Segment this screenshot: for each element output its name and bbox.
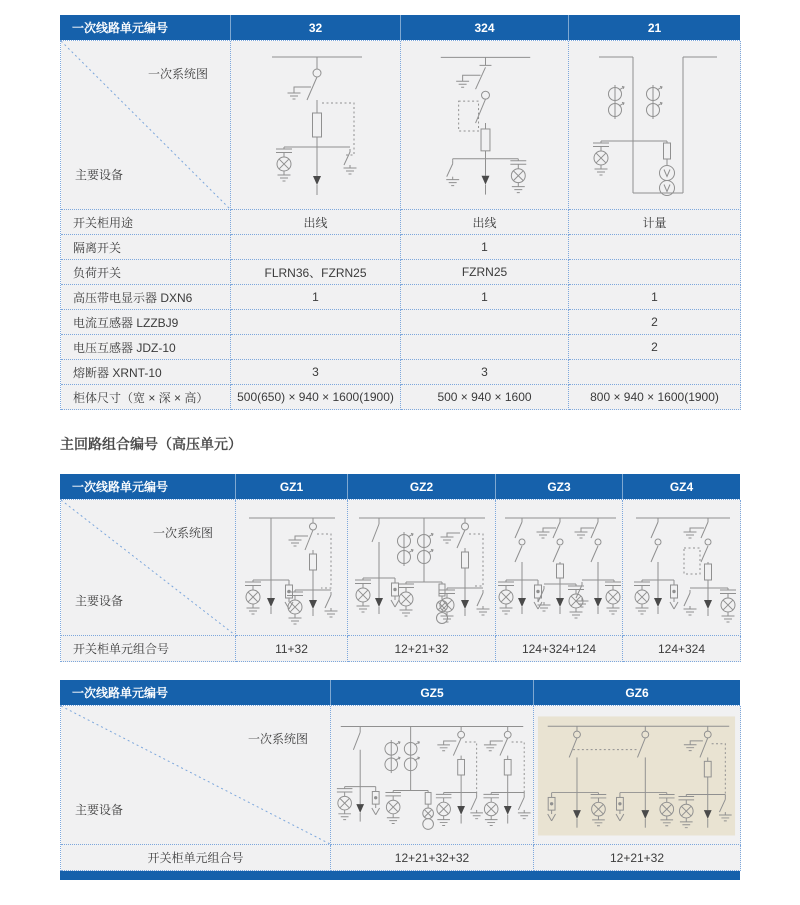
circuit-diagram-gz1 <box>237 502 347 634</box>
table-row <box>61 235 740 260</box>
row-label: 熔断器 XRNT-10 <box>61 360 231 385</box>
diagram-cell-21 <box>569 41 741 210</box>
row-value <box>401 310 569 335</box>
table2-combo-row <box>61 636 740 662</box>
row-value: 计量 <box>569 210 741 235</box>
diagram-row-top-label: 一次系统图 <box>147 67 208 81</box>
table3-col-gz6: GZ6 <box>533 680 740 705</box>
diagram-row-bottom-label: 主要设备 <box>75 803 124 817</box>
diagram-cell-gz6 <box>534 706 741 845</box>
table-row <box>61 285 740 310</box>
row-label: 电压互感器 JDZ-10 <box>61 335 231 360</box>
diagram-cell-gz5 <box>331 706 534 845</box>
row-value: 出线 <box>231 210 401 235</box>
table1-col-324: 324 <box>400 15 568 40</box>
table2-diagram-row <box>61 500 740 636</box>
table3-col-gz5: GZ5 <box>330 680 533 705</box>
diagram-cell-gz3 <box>496 500 623 636</box>
row-label: 电流互感器 LZZBJ9 <box>61 310 231 335</box>
table-row <box>61 335 740 360</box>
row-value: 3 <box>231 360 401 385</box>
combo-row-label: 开关柜单元组合号 <box>61 845 331 871</box>
diagonal-divider <box>61 500 235 635</box>
table2-col-gz3: GZ3 <box>495 474 622 499</box>
table-row <box>61 210 740 235</box>
row-value: 1 <box>569 285 741 310</box>
table2-header-label: 一次线路单元编号 <box>72 480 169 494</box>
diagram-cell-gz4 <box>623 500 741 636</box>
table2-col-gz2: GZ2 <box>347 474 495 499</box>
row-value <box>231 235 401 260</box>
table-row <box>61 385 740 410</box>
diagram-cell-gz2 <box>348 500 496 636</box>
combo-value: 12+21+32 <box>534 845 741 871</box>
circuit-diagram-gz6 <box>536 707 738 843</box>
gz-combo-table-2 <box>60 680 740 880</box>
table1-header-label: 一次线路单元编号 <box>72 21 169 35</box>
diagram-cell-gz1 <box>236 500 348 636</box>
row-value <box>569 360 741 385</box>
circuit-diagram-gz4 <box>624 502 740 634</box>
spacer <box>60 662 740 680</box>
table3-header <box>60 680 740 705</box>
row-value <box>569 235 741 260</box>
diagonal-divider <box>61 706 330 844</box>
table2-col-gz1: GZ1 <box>235 474 347 499</box>
section-title: 主回路组合编号（高压单元） <box>60 436 242 452</box>
table3-header-label: 一次线路单元编号 <box>72 686 169 700</box>
circuit-diagram-324 <box>401 43 568 207</box>
table1-diagonal-header-cell <box>61 41 231 210</box>
row-label: 高压带电显示器 DXN6 <box>61 285 231 310</box>
diagram-row-top-label: 一次系统图 <box>152 526 213 540</box>
page-content <box>60 15 740 880</box>
row-value: 1 <box>231 285 401 310</box>
row-value: FLRN36、FZRN25 <box>231 260 401 285</box>
row-label: 柜体尺寸（宽 × 深 × 高） <box>61 385 231 410</box>
table1-diagram-row <box>61 41 740 210</box>
row-value: 3 <box>401 360 569 385</box>
diagram-cell-32 <box>231 41 401 210</box>
row-value <box>569 260 741 285</box>
circuit-diagram-gz3 <box>497 502 622 634</box>
table2-diagonal-header-cell <box>61 500 236 636</box>
row-value: FZRN25 <box>401 260 569 285</box>
row-value: 500 × 940 × 1600 <box>401 385 569 410</box>
row-value: 800 × 940 × 1600(1900) <box>569 385 741 410</box>
row-value <box>231 310 401 335</box>
row-value: 2 <box>569 310 741 335</box>
row-label: 隔离开关 <box>61 235 231 260</box>
diagram-row-top-label: 一次系统图 <box>247 732 308 746</box>
combo-value: 124+324 <box>623 636 741 662</box>
primary-unit-table <box>60 15 740 410</box>
table3-combo-row <box>61 845 740 871</box>
circuit-diagram-gz5 <box>333 707 531 843</box>
row-value: 500(650) × 940 × 1600(1900) <box>231 385 401 410</box>
diagram-row-bottom-label: 主要设备 <box>75 168 124 182</box>
table-row <box>61 310 740 335</box>
diagram-cell-324 <box>401 41 569 210</box>
diagram-row-bottom-label: 主要设备 <box>75 594 124 608</box>
table1-col-32: 32 <box>230 15 400 40</box>
row-label: 开关柜用途 <box>61 210 231 235</box>
combo-value: 12+21+32 <box>348 636 496 662</box>
circuit-diagram-gz2 <box>349 502 495 634</box>
row-label: 负荷开关 <box>61 260 231 285</box>
table-row <box>61 260 740 285</box>
table1-header <box>60 15 740 40</box>
table2-header <box>60 474 740 499</box>
table3-diagonal-header-cell <box>61 706 331 845</box>
row-value <box>401 335 569 360</box>
circuit-diagram-32 <box>232 43 400 207</box>
table2-col-gz4: GZ4 <box>622 474 740 499</box>
gz6-highlight-background <box>538 716 735 835</box>
row-value: 出线 <box>401 210 569 235</box>
combo-value: 12+21+32+32 <box>331 845 534 871</box>
row-value: 2 <box>569 335 741 360</box>
combo-value: 11+32 <box>236 636 348 662</box>
circuit-diagram-21 <box>571 43 739 207</box>
table1-col-21: 21 <box>568 15 740 40</box>
row-value <box>231 335 401 360</box>
row-value: 1 <box>401 285 569 310</box>
combo-value: 124+324+124 <box>496 636 623 662</box>
table-row <box>61 360 740 385</box>
gz-combo-table-1 <box>60 474 740 662</box>
combo-row-label: 开关柜单元组合号 <box>61 636 236 662</box>
row-value: 1 <box>401 235 569 260</box>
table3-diagram-row <box>61 706 740 845</box>
table3-footer-bar <box>60 871 740 880</box>
